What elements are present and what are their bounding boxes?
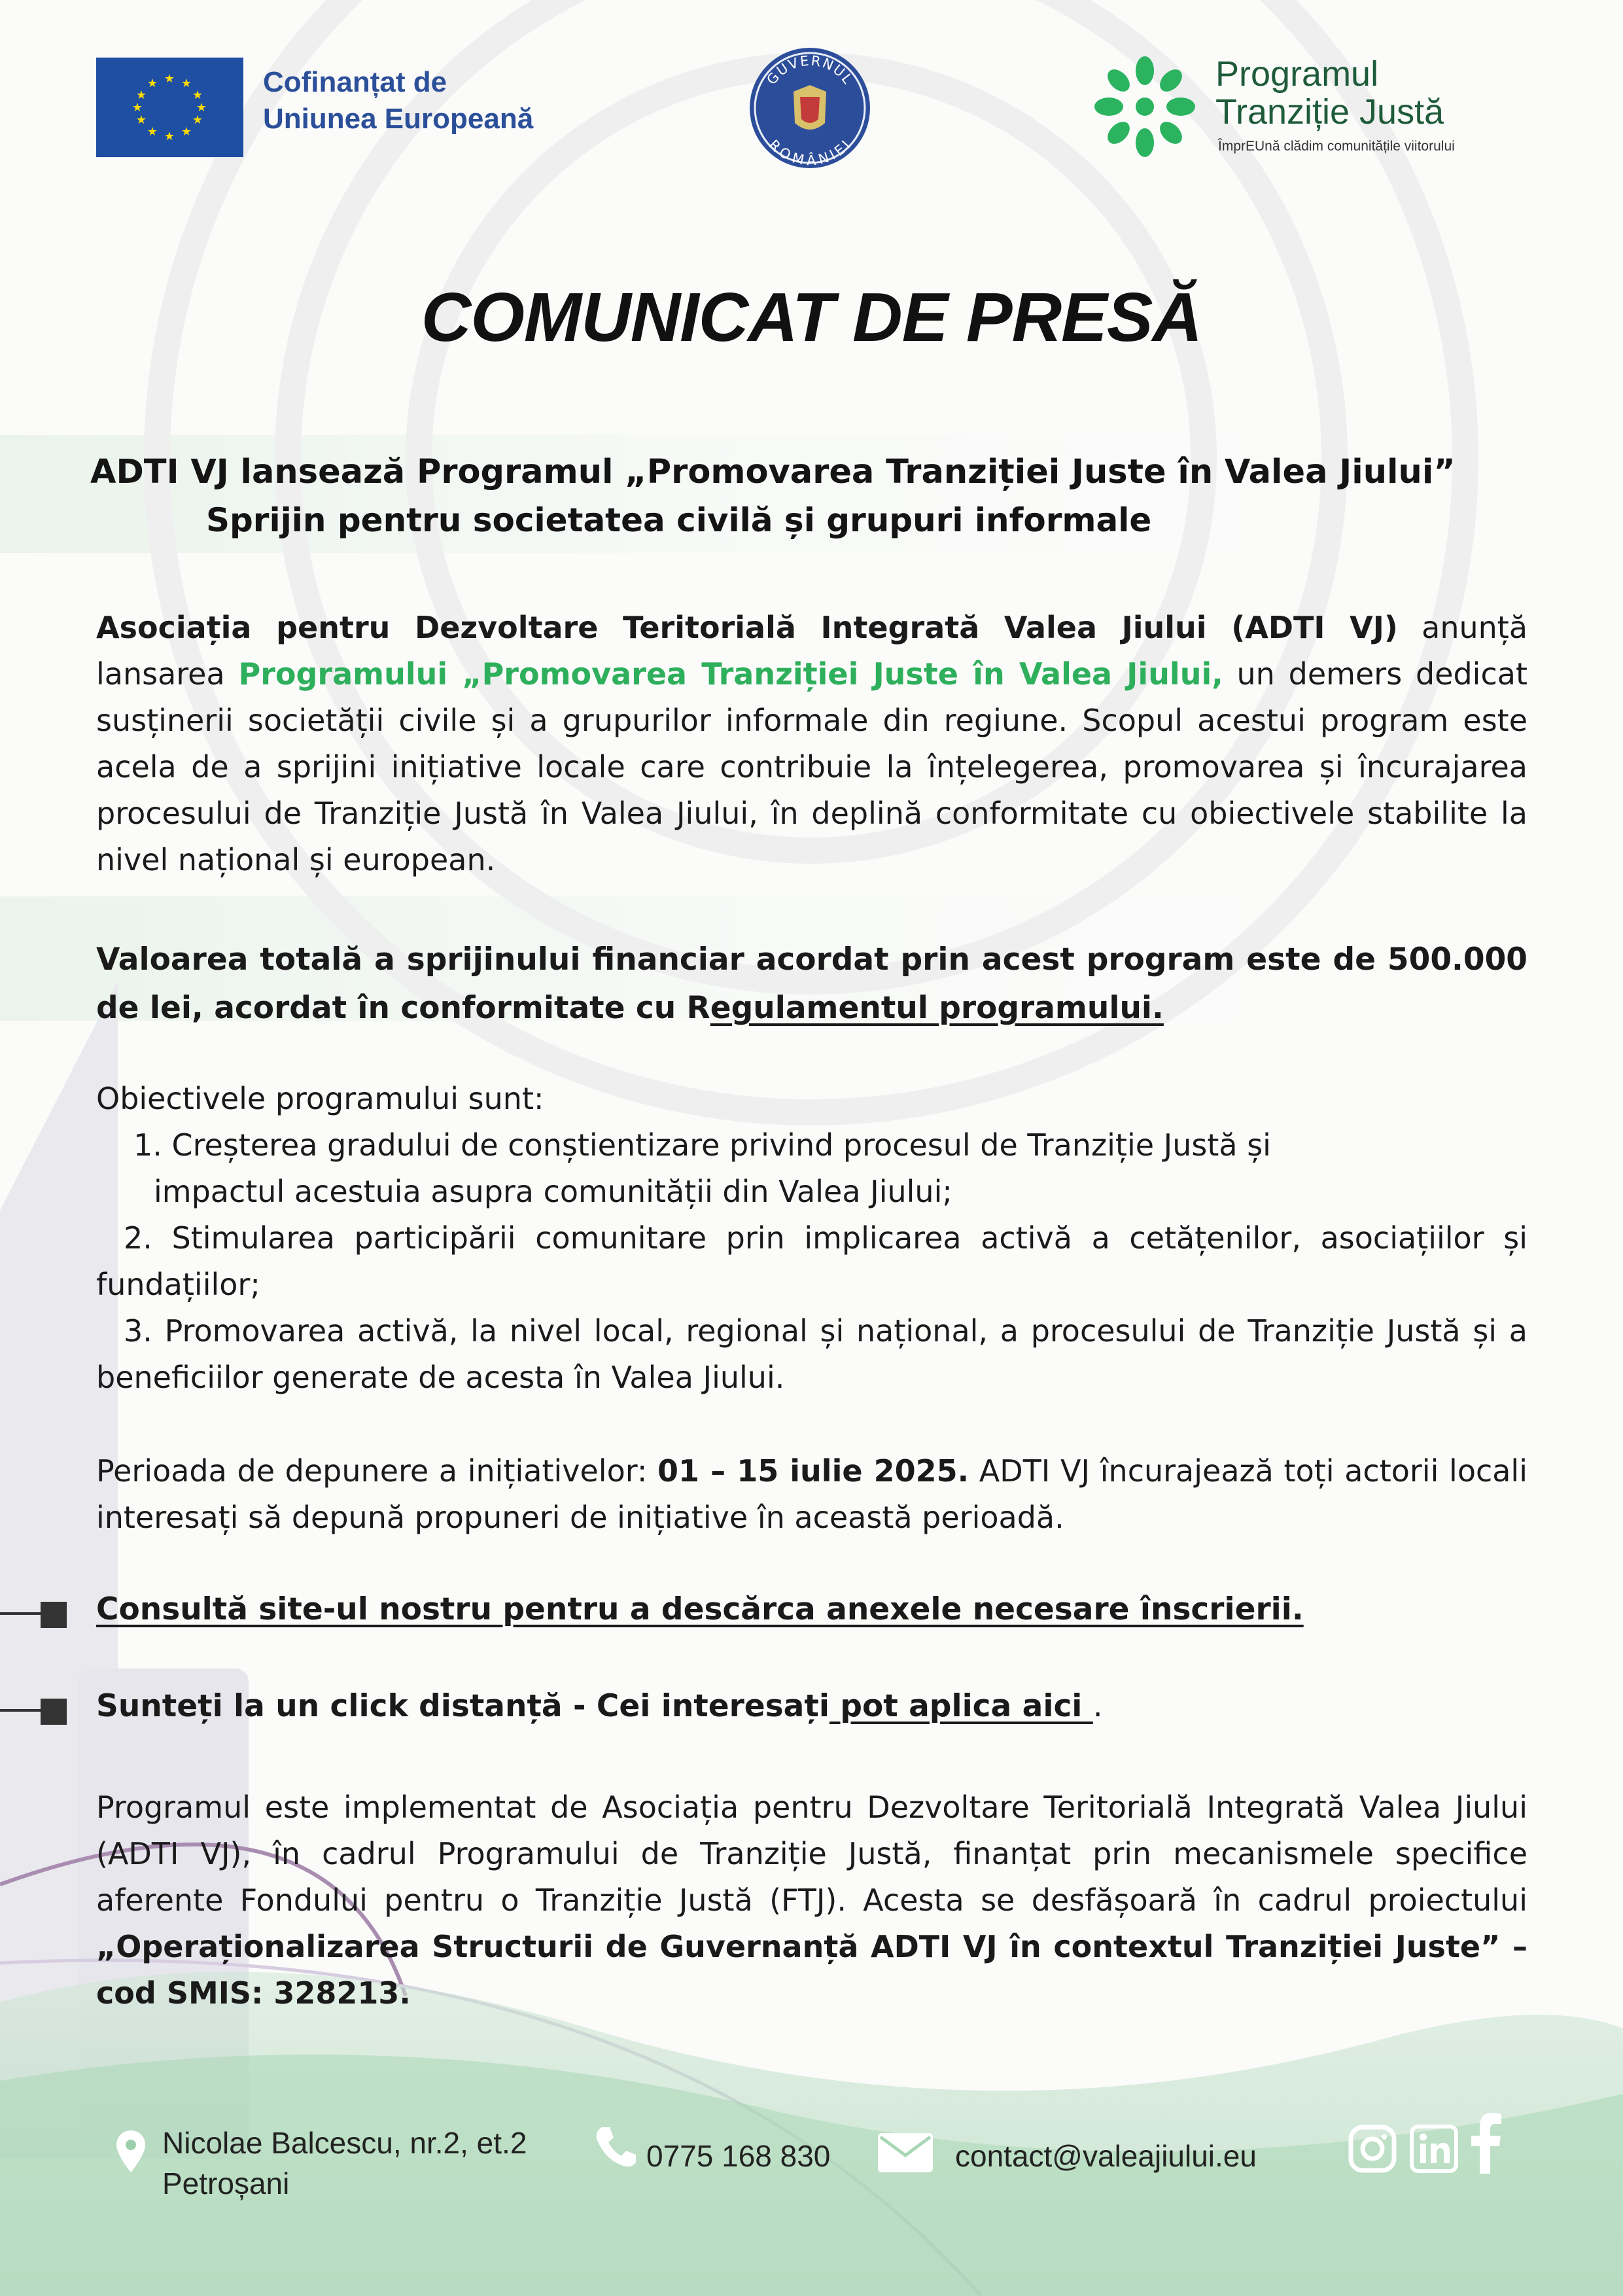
financial-text: Valoarea totală a sprijinului financiar acordat prin acest program este de 500.000 de lei, acordat în conformitate cu R bbox=[96, 942, 1527, 1026]
svg-text:★: ★ bbox=[147, 77, 158, 90]
period-paragraph bbox=[96, 1448, 1527, 1541]
phone-icon bbox=[593, 2125, 638, 2170]
eu-line1: Cofinanțat de bbox=[263, 66, 447, 98]
footer-email[interactable]: contact@valeajiului.eu bbox=[955, 2139, 1257, 2173]
objective-item-2: 2. Stimularea participării comunitare prin implicarea activă a cetățenilor, asociațiilor și fundațiilor; bbox=[96, 1220, 1527, 1302]
bullet-download-annexes bbox=[0, 1591, 1570, 1637]
bullet-apply bbox=[0, 1688, 1570, 1734]
intro-text1: anunță lansarea bbox=[96, 610, 1528, 692]
apply-link[interactable]: pot aplica aici bbox=[829, 1688, 1093, 1724]
svg-text:★: ★ bbox=[135, 88, 147, 102]
ptj-line1: Programul bbox=[1215, 54, 1379, 94]
objectives-list bbox=[96, 1076, 1527, 1401]
seal-top-text: GUVERNUL bbox=[763, 52, 856, 88]
closing-paragraph bbox=[96, 1784, 1527, 2017]
download-annexes-link[interactable]: Consultă site-ul nostru pentru a descărca anexele necesare înscrierii. bbox=[96, 1591, 1304, 1627]
address-line1: Nicolae Balcescu, nr.2, et.2 bbox=[162, 2126, 527, 2160]
period-label: Perioada de depunere a inițiativelor: bbox=[96, 1453, 658, 1489]
eu-cofinancing-label bbox=[263, 64, 603, 137]
svg-text:★: ★ bbox=[135, 113, 147, 127]
apply-text bbox=[96, 1688, 1103, 1724]
bullet-line bbox=[0, 1709, 41, 1712]
svg-text:★: ★ bbox=[181, 77, 192, 90]
intro-program-name: Programului „Promovarea Tranziției Juste în Valea Jiului, bbox=[238, 656, 1223, 692]
financial-paragraph bbox=[96, 936, 1527, 1033]
svg-text:★: ★ bbox=[192, 88, 203, 102]
eu-line2: Uniunea Europeană bbox=[263, 103, 534, 135]
page-title: COMUNICAT DE PRESĂ bbox=[421, 279, 1202, 356]
facebook-icon[interactable] bbox=[1471, 2112, 1502, 2174]
ptj-title bbox=[1215, 55, 1582, 131]
intro-text2: un demers dedicat susținerii societății civile și a grupurilor informale din regiune. Scopul acestui program este acela de a sprijini inițiative locale care contribuie la înțelegerea, promovarea și încurajarea procesului de Tranziție Justă în Valea Jiului, în deplină conformitate cu obiectivele stabilite la nivel național și european. bbox=[96, 656, 1527, 877]
bullet-line bbox=[0, 1612, 41, 1615]
location-pin-icon bbox=[114, 2129, 147, 2174]
apply-end: . bbox=[1092, 1688, 1103, 1724]
svg-text:★: ★ bbox=[196, 101, 207, 115]
svg-text:★: ★ bbox=[131, 101, 143, 115]
address-line2: Petroșani bbox=[162, 2166, 290, 2200]
linkedin-icon[interactable] bbox=[1409, 2124, 1459, 2174]
intro-bold: Asociația pentru Dezvoltare Teritorială Integrată Valea Jiului (ADTI VJ) bbox=[96, 610, 1398, 645]
mail-icon bbox=[877, 2132, 934, 2174]
svg-text:★: ★ bbox=[192, 113, 203, 127]
ptj-line2: Tranziție Justă bbox=[1215, 92, 1444, 132]
objectives-heading: Obiectivele programului sunt: bbox=[96, 1081, 544, 1116]
instagram-icon[interactable] bbox=[1348, 2124, 1397, 2174]
eu-flag-icon bbox=[96, 58, 243, 157]
period-dates: 01 – 15 iulie 2025. bbox=[657, 1453, 969, 1489]
ptj-tagline: ÎmprEUnă clădim comunitățile viitorului bbox=[1218, 139, 1455, 154]
regulation-link[interactable]: egulamentul programului. bbox=[710, 990, 1164, 1026]
subtitle-line2: Sprijin pentru societatea civilă și grupuri informale bbox=[206, 501, 1152, 539]
bullet-square-icon bbox=[41, 1602, 67, 1628]
period-text: ADTI VJ încurajează toți actorii locali interesați să depună propuneri de inițiative în această perioadă. bbox=[96, 1453, 1527, 1535]
closing-project: „Operaționalizarea Structurii de Guvernanță ADTI VJ în contextul Tranziției Juste” – cod SMIS: 328213. bbox=[96, 1929, 1527, 2011]
objective-item-3: 3. Promovarea activă, la nivel local, regional și național, a procesului de Tranziție Justă și a beneficiilor generate de acesta în Valea Jiului. bbox=[96, 1313, 1527, 1395]
svg-text:★: ★ bbox=[164, 72, 175, 86]
apply-lead: Sunteți la un click distanță - Cei interesați bbox=[96, 1688, 829, 1724]
footer-phone[interactable]: 0775 168 830 bbox=[646, 2139, 831, 2173]
svg-text:★: ★ bbox=[164, 130, 175, 143]
bullet-square-icon bbox=[41, 1699, 67, 1725]
intro-paragraph bbox=[96, 605, 1527, 883]
government-seal-icon bbox=[748, 46, 872, 170]
seal-bottom-text: ROMÂNIEI bbox=[765, 136, 854, 169]
objective-item-1-cont: impactul acestuia asupra comunității din Valea Jiului; bbox=[154, 1174, 952, 1209]
footer-address bbox=[162, 2123, 527, 2204]
objective-item-1: 1. Creșterea gradului de conștientizare privind procesul de Tranziție Justă și bbox=[133, 1127, 1271, 1163]
ptj-flower-logo-icon bbox=[1089, 51, 1200, 162]
svg-text:★: ★ bbox=[181, 125, 192, 139]
svg-text:★: ★ bbox=[147, 125, 158, 139]
subtitle-line1: ADTI VJ lansează Programul „Promovarea Tranziției Juste în Valea Jiului” bbox=[90, 453, 1456, 491]
closing-text: Programul este implementat de Asociația pentru Dezvoltare Teritorială Integrată Valea Jiului (ADTI VJ), în cadrul Programului de Tranziție Justă, finanțat prin mecanismele specifice aferente Fondului pentru o Tranziție Justă (FTJ). Acesta se desfășoară în cadrul proiectului bbox=[96, 1790, 1527, 1918]
